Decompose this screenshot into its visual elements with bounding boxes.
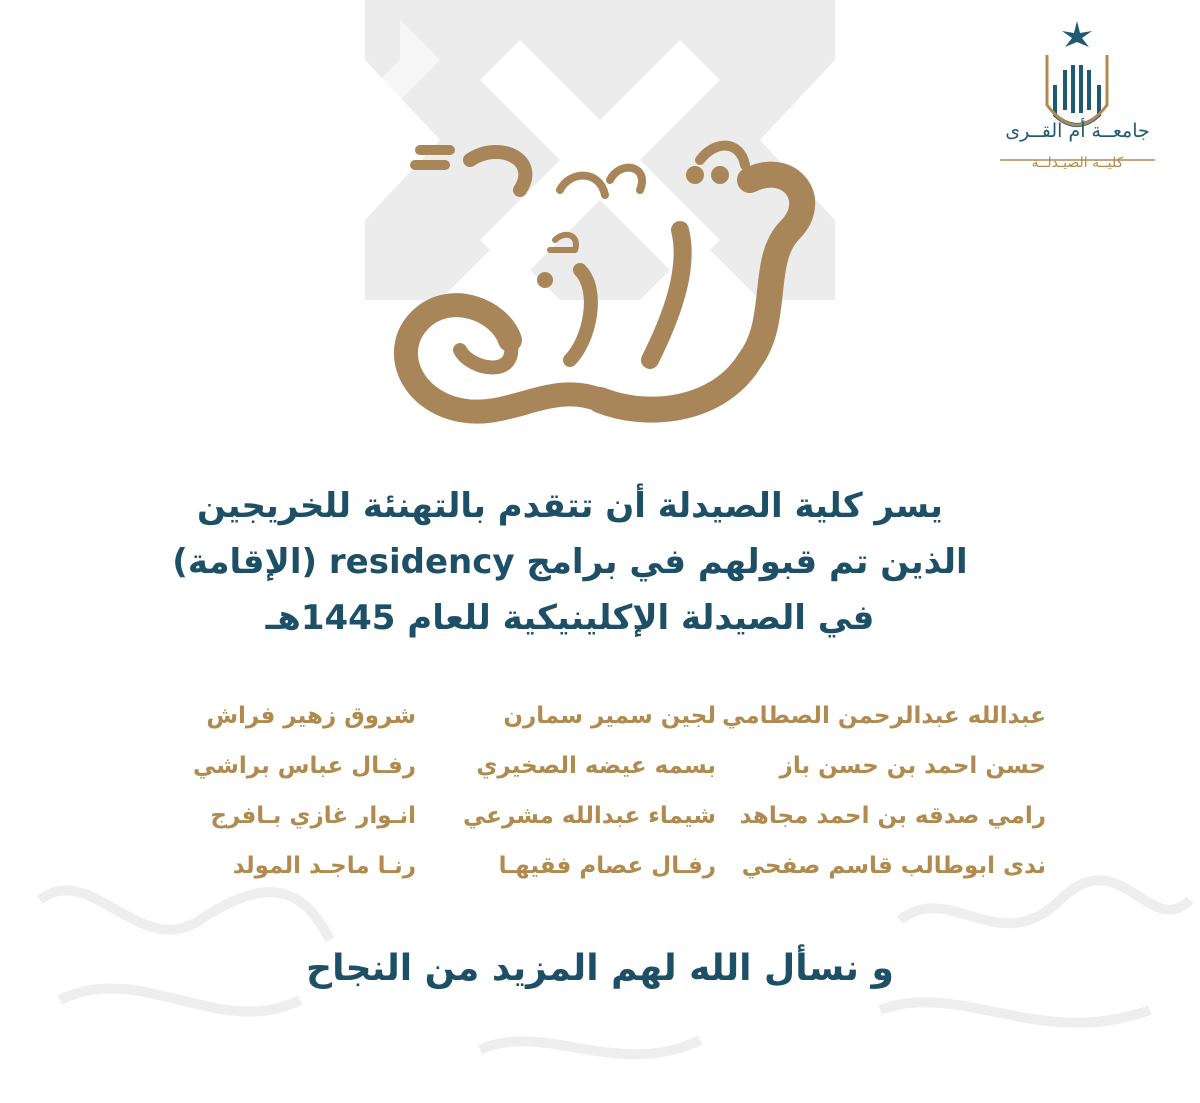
graduate-name: عبدالله عبدالرحمن الصطامي	[722, 703, 1046, 729]
university-name: جامعــة أم القــرى	[1005, 120, 1150, 142]
intro-line-3: في الصيدلة الإكلينيكية للعام 1445هـ	[265, 598, 875, 638]
intro-line-1: يسر كلية الصيدلة أن تتقدم بالتهنئة للخريجين	[197, 486, 943, 526]
graduate-name: انـوار غازي بـافرج	[210, 803, 416, 829]
closing-prayer: و نسأل الله لهم المزيد من النجاح	[306, 948, 894, 989]
graduate-name: ندى ابوطالب قاسم صفحي	[741, 853, 1046, 879]
intro-line-2: الذين تم قبولهم في برامج residency (الإقامة)	[172, 542, 968, 582]
graduates-list	[140, 700, 1060, 882]
graduate-name: رفـال عباس براشي	[193, 753, 416, 779]
graduate-name: لجين سمير سمارن	[503, 703, 716, 729]
college-name: كليــة الصيـدلــة	[1031, 155, 1124, 171]
graduate-name: حسن احمد بن حسن باز	[779, 753, 1046, 779]
graduate-name: رامي صدقه بن احمد مجاهد	[739, 803, 1046, 829]
graduate-name: بسمه عيضه الصخيري	[476, 753, 716, 779]
calligraphy-title-icon	[350, 120, 830, 460]
graduate-name: شيماء عبدالله مشرعي	[462, 803, 716, 829]
intro-text	[150, 478, 990, 646]
graduate-name: رنـا ماجـد المولد	[232, 853, 416, 879]
graduate-name: رفـال عصام فقيهـا	[498, 853, 716, 879]
graduate-name: شروق زهير فراش	[206, 703, 416, 729]
